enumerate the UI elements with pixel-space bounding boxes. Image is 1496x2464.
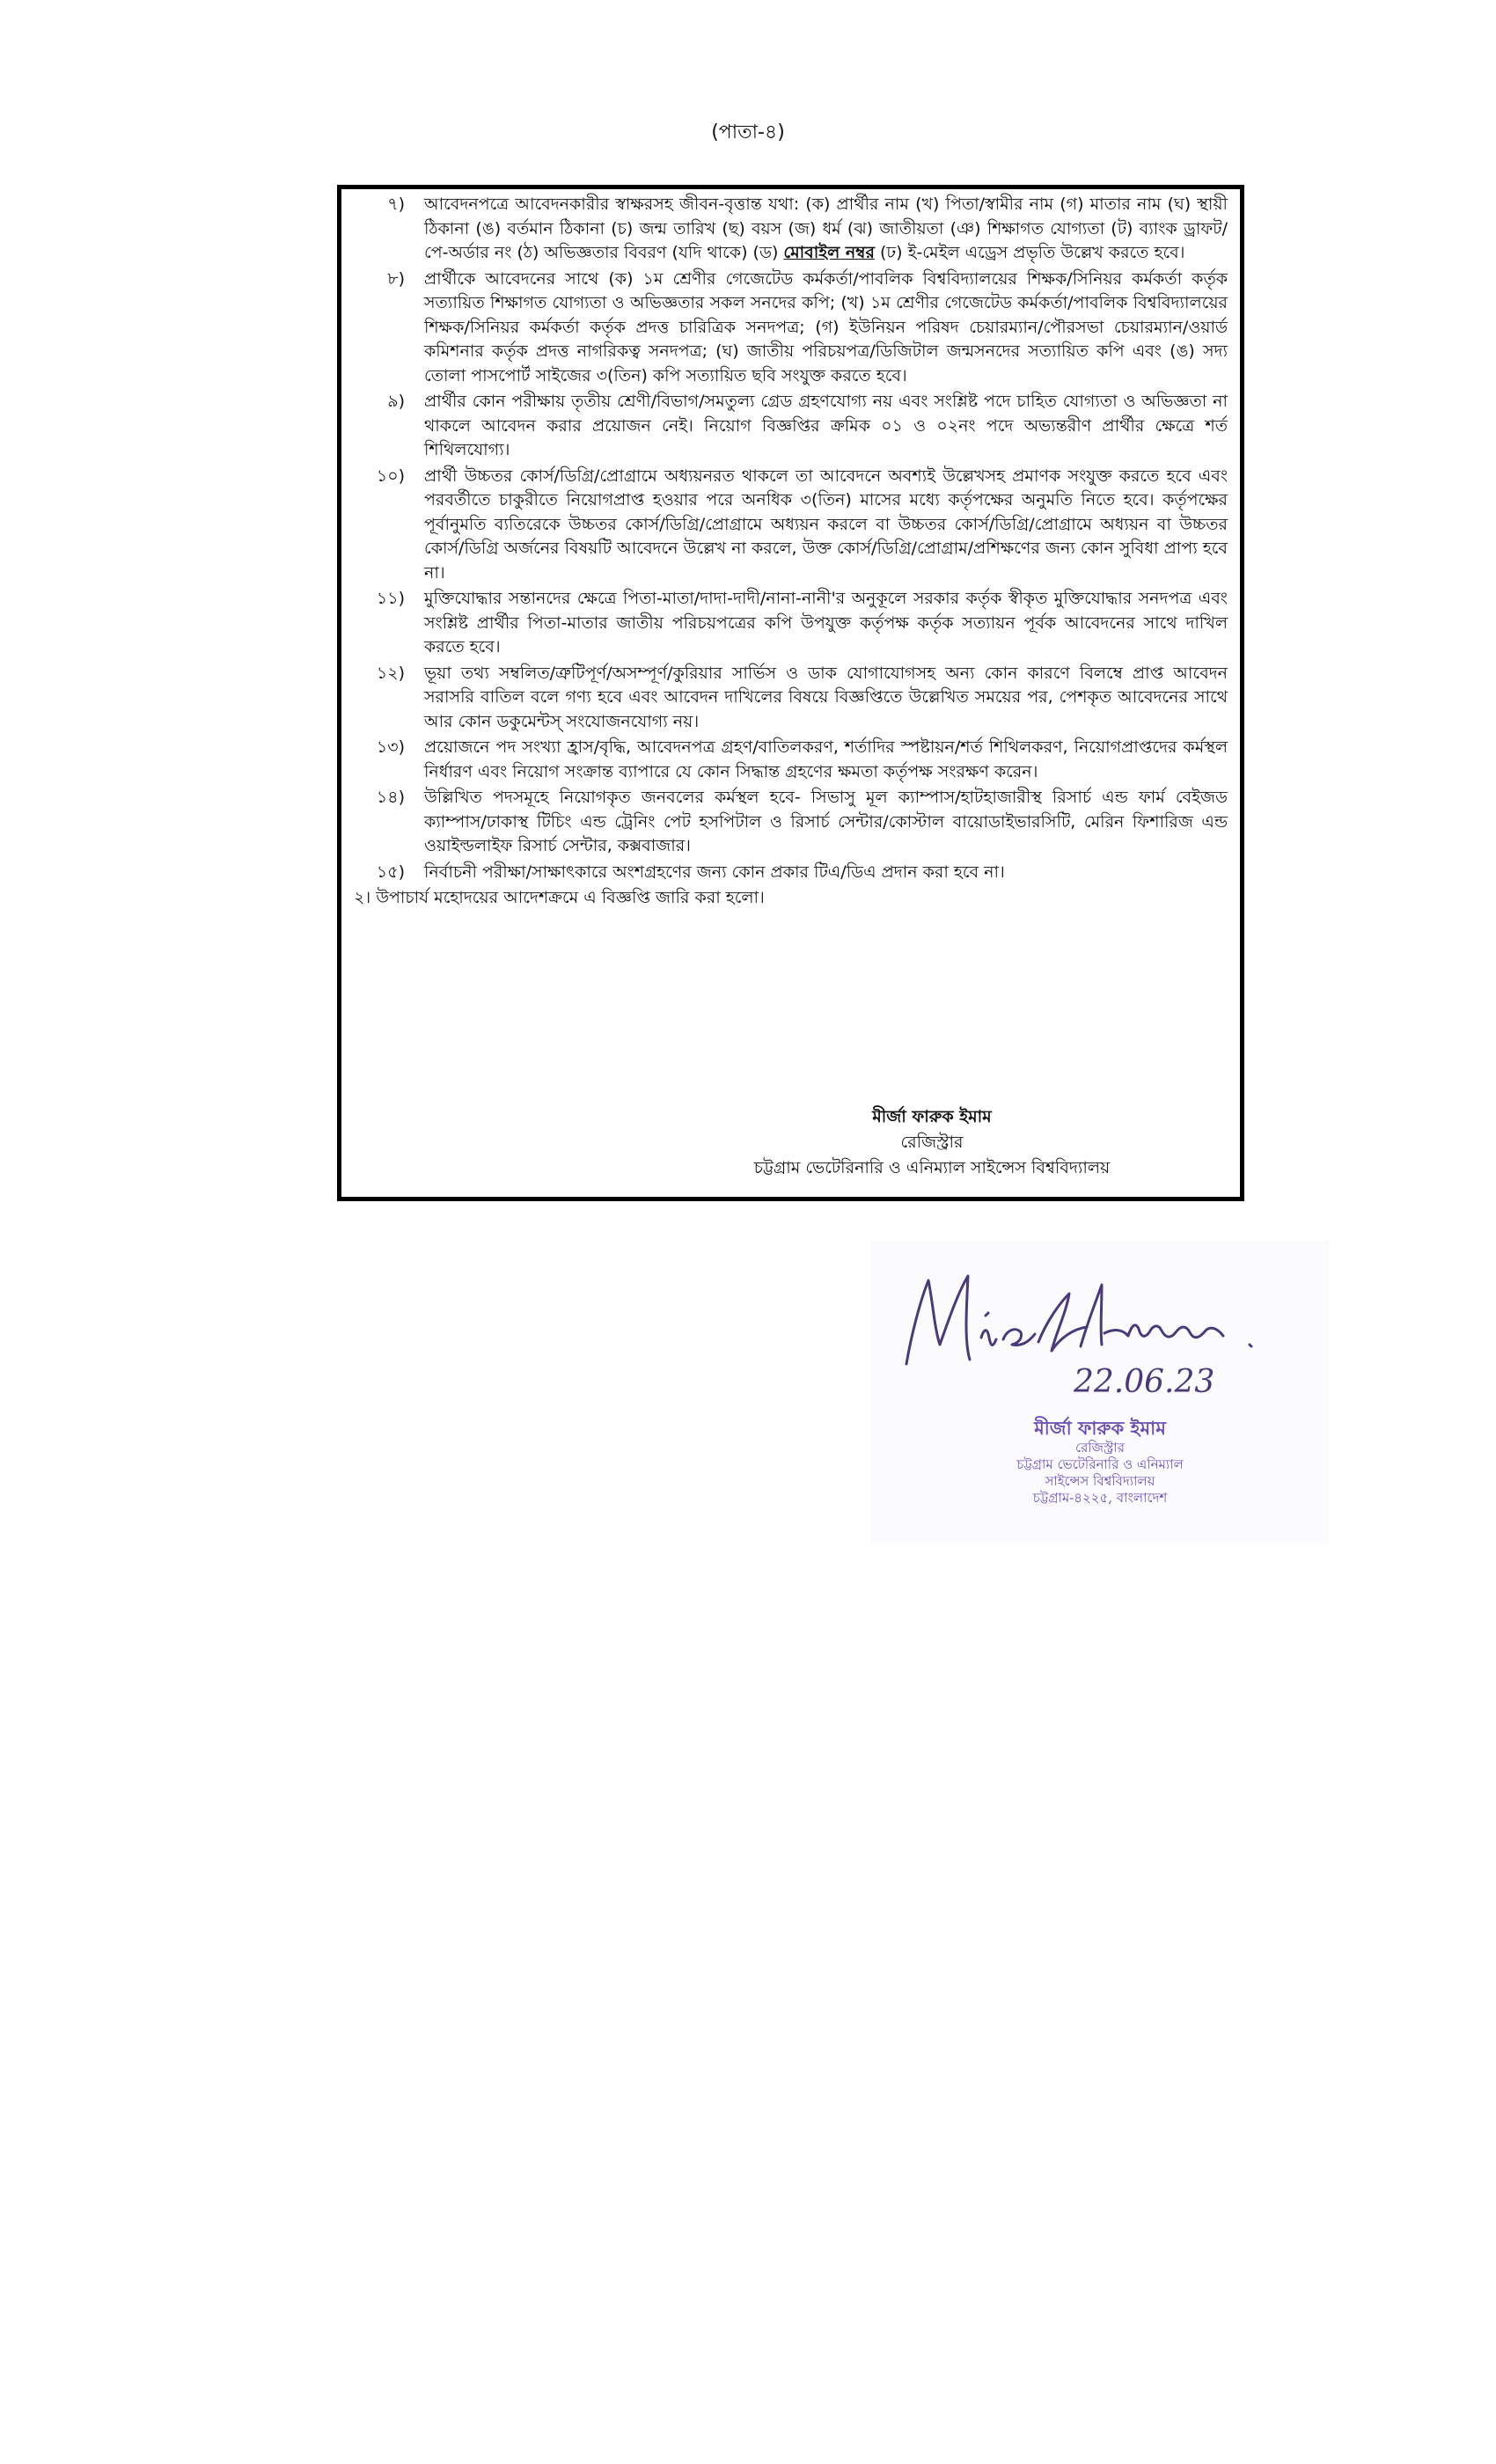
item-number: ১১) (376, 589, 405, 608)
signatory-institution: চট্টগ্রাম ভেটেরিনারি ও এনিম্যাল সাইন্সেস বিশ্ববিদ্যালয় (753, 1158, 1111, 1177)
list-item (354, 268, 1228, 389)
item-text: মুক্তিযোদ্ধার সন্তানদের ক্ষেত্রে পিতা-মাতা/দাদা-দাদী/নানা-নানী'র অনুকূলে সরকার কর্তৃক স্বীকৃত মুক্তিযোদ্ধার সনদপত্র এবং সংশ্লিষ্ট প্রার্থীর পিতা-মাতার জাতীয় পরিচয়পত্রের কপি উপযুক্ত কর্তৃপক্ষ কর্তৃক সত্যায়ন পূর্বক আবেদনের সাথে দাখিল করতে হবে। (424, 589, 1228, 656)
page-number: (পাতা-৪) (711, 121, 785, 143)
item-text (424, 193, 1228, 266)
stamp-line: চট্টগ্রাম ভেটেরিনারি ও এনিম্যাল (1016, 1456, 1184, 1472)
item-number: ১২) (376, 663, 405, 683)
list-item (354, 736, 1228, 784)
signatory-block (694, 1104, 1170, 1181)
item-text-part: (ঢ) ই-মেইল এড্রেস প্রভৃতি উল্লেখ করতে হবে। (879, 243, 1185, 262)
stamp-title: রেজিস্ট্রার (1074, 1440, 1126, 1456)
item-number: ৭) (387, 194, 405, 214)
order-statement: ২। উপাচার্য মহোদয়ের আদেশক্রমে এ বিজ্ঞপ্তি জারি করা হলো। (354, 888, 765, 907)
signature-stamp-area (871, 1241, 1329, 1544)
signatory-name: মীর্জা ফারুক ইমাম (872, 1107, 992, 1126)
item-text: প্রার্থীর কোন পরীক্ষায় তৃতীয় শ্রেণী/বিভাগ/সমতুল্য গ্রেড গ্রহণযোগ্য নয় এবং সংশ্লিষ্ট পদে চাহিত যোগ্যতা ও অভিজ্ঞতা না থাকলে আবেদন করার প্রয়োজন নেই। নিয়োগ বিজ্ঞপ্তির ক্রমিক ০১ ও ০২নং পদে অভ্যন্তরীণ প্রার্থীর ক্ষেত্রে শর্ত শিথিলযোগ্য। (424, 392, 1228, 459)
item-number: ১০) (376, 466, 405, 486)
list-item (354, 587, 1228, 660)
item-text: নির্বাচনী পরীক্ষা/সাক্ষাৎকারে অংশগ্রহণের জন্য কোন প্রকার টিএ/ডিএ প্রদান করা হবে না। (424, 862, 1005, 882)
list-item (354, 465, 1228, 586)
mobile-number-emphasis: মোবাইল নম্বর (783, 243, 875, 262)
list-item (354, 662, 1228, 735)
item-text: প্রয়োজনে পদ সংখ্যা হ্রাস/বৃদ্ধি, আবেদনপত্র গ্রহণ/বাতিলকরণ, শর্তাদির স্পষ্টায়ন/শর্ত শিথিলকরণ, নিয়োগপ্রাপ্তদের কর্মস্থল নির্ধারণ এবং নিয়োগ সংক্রান্ত ব্যাপারে যে কোন সিদ্ধান্ত গ্রহণের ক্ষমতা কর্তৃপক্ষ সংরক্ষণ করেন। (424, 737, 1228, 781)
item-number: ১৫) (376, 862, 405, 882)
official-stamp (968, 1417, 1232, 1507)
stamp-line: চট্টগ্রাম-৪২২৫, বাংলাদেশ (1032, 1490, 1168, 1506)
item-text: ভূয়া তথ্য সম্বলিত/ত্রুটিপূর্ণ/অসম্পূর্ণ/কুরিয়ার সার্ভিস ও ডাক যোগাযোগসহ অন্য কোন কারণে বিলম্বে প্রাপ্ত আবেদন সরাসরি বাতিল বলে গণ্য হবে এবং আবেদন দাখিলের বিষয়ে বিজ্ঞপ্তিতে উল্লেখিত সময়ের পর, পেশকৃত আবেদনের সাথে আর কোন ডকুমেন্টস্ সংযোজনযোগ্য নয়। (424, 663, 1228, 731)
item-number: ১৩) (376, 737, 405, 757)
item-number: ১৪) (376, 788, 405, 807)
item-text-part: আবেদনপত্রে আবেদনকারীর স্বাক্ষরসহ জীবন-বৃত্তান্ত যথা: (ক) প্রার্থীর নাম (খ) পিতা/স্বামীর নাম (গ) মাতার নাম (ঘ) স্থায়ী ঠিকানা (ঙ) বর্তমান ঠিকানা (চ) জন্ম তারিখ (ছ) বয়স (জ) ধর্ম (ঝ) জাতীয়তা (ঞ) শিক্ষাগত যোগ্যতা (ট) ব্যাংক ড্রাফট/পে-অর্ডার নং (ঠ) অভিজ্ঞতার বিবরণ (যদি থাকে) (ড) (424, 194, 1228, 262)
list-item (354, 786, 1228, 859)
signatory-title: রেজিস্ট্রার (900, 1133, 964, 1152)
stamp-name: মীর্জা ফারুক ইমাম (1034, 1417, 1166, 1439)
stamp-line: সাইন্সেস বিশ্ববিদ্যালয় (1045, 1473, 1155, 1489)
notice-box (337, 185, 1244, 1201)
item-number: ৯) (387, 392, 405, 411)
item-text: প্রার্থী উচ্চতর কোর্স/ডিগ্রি/প্রোগ্রামে অধ্যয়নরত থাকলে তা আবেদনে অবশ্যই উল্লেখসহ প্রমাণক সংযুক্ত করতে হবে এবং পরবর্তীতে চাকুরীতে নিয়োগপ্রাপ্ত হওয়ার পরে অনধিক ৩(তিন) মাসের মধ্যে কর্তৃপক্ষের অনুমতি নিতে হবে। কর্তৃপক্ষের পূর্বানুমতি ব্যতিরেকে উচ্চতর কোর্স/ডিগ্রি/প্রোগ্রামে অধ্যয়ন করলে বা উচ্চতর কোর্স/ডিগ্রি/প্রোগ্রামে অধ্যয়ন বা উচ্চতর কোর্স/ডিগ্রি অর্জনের বিষয়টি আবেদনে উল্লেখ না করলে, উক্ত কোর্স/ডিগ্রি/প্রোগ্রাম/প্রশিক্ষণের জন্য কোন সুবিধা প্রাপ্য হবে না। (424, 466, 1228, 583)
item-number: ৮) (387, 268, 405, 289)
list-item (354, 390, 1228, 463)
item-text: উল্লিখিত পদসমূহে নিয়োগকৃত জনবলের কর্মস্থল হবে- সিভাসু মূল ক্যাম্পাস/হাটহাজারীস্থ রিসার্চ এন্ড ফার্ম বেইজড ক্যাম্পাস/ঢাকাস্থ টিচিং এন্ড ট্রেনিং পেট হসপিটাল ও রিসার্চ সেন্টার/কোস্টাল বায়োডাইভারসিটি, মেরিন ফিশারিজ এন্ড ওয়াইল্ডলাইফ রিসার্চ সেন্টার, কক্সবাজার। (424, 788, 1228, 855)
list-item (354, 193, 1228, 266)
list-item (354, 861, 1228, 885)
signature-date: 22.06.23 (1074, 1364, 1215, 1400)
item-text: প্রার্থীকে আবেদনের সাথে (ক) ১ম শ্রেণীর গেজেটেড কর্মকর্তা/পাবলিক বিশ্ববিদ্যালয়ের শিক্ষক/সিনিয়র কর্মকর্তা কর্তৃক সত্যায়িত শিক্ষাগত যোগ্যতা ও অভিজ্ঞতার সকল সনদের কপি; (খ) ১ম শ্রেণীর গেজেটেড কর্মকর্তা/পাবলিক বিশ্ববিদ্যালয়ের শিক্ষক/সিনিয়র কর্মকর্তা কর্তৃক প্রদত্ত চারিত্রিক সনদপত্র; (গ) ইউনিয়ন পরিষদ চেয়ারম্যান/পৌরসভা চেয়ারম্যান/ওয়ার্ড কমিশনার কর্তৃক প্রদত্ত নাগরিকত্ব সনদপত্র; (ঘ) জাতীয় পরিচয়পত্র/ডিজিটাল জন্মসনদের সত্যায়িত কপি এবং (ঙ) সদ্য তোলা পাসপোর্ট সাইজের ৩(তিন) কপি সত্যায়িত ছবি সংযুক্ত করতে হবে। (424, 268, 1228, 385)
